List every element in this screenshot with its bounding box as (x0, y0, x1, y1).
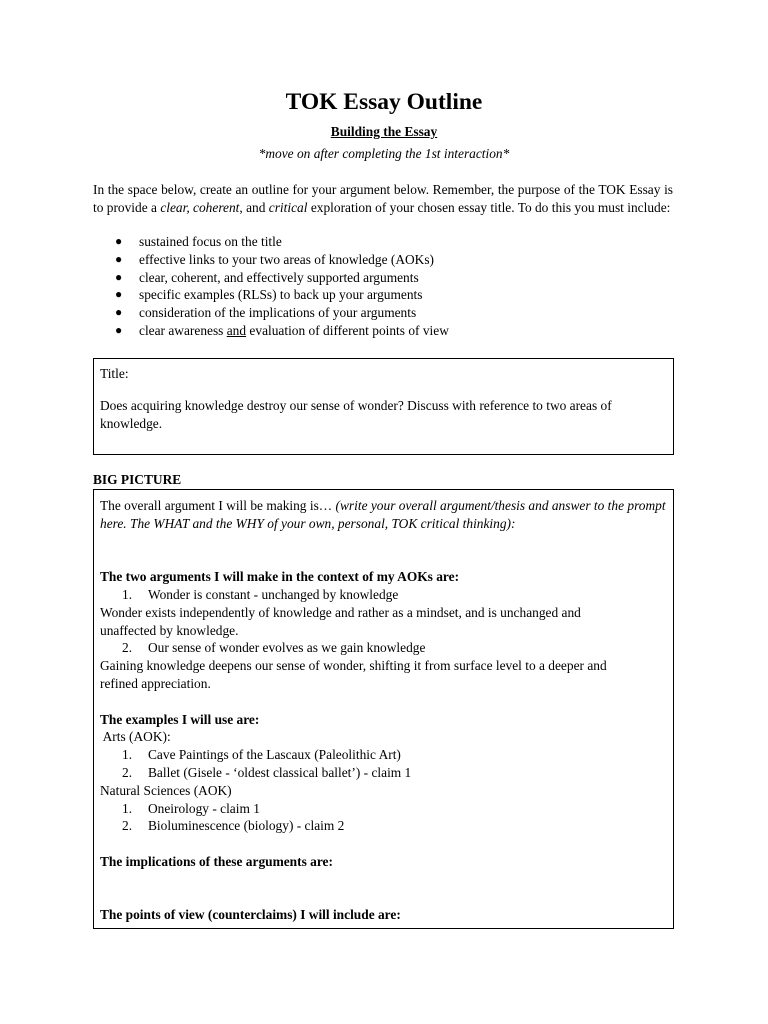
list-item-text: clear awareness (139, 322, 227, 338)
arguments-heading: The two arguments I will make in the context of my AOKs are: (100, 569, 460, 585)
example-text: Bioluminescence (biology) - claim 2 (148, 818, 345, 834)
overall-argument-lead: The overall argument I will be making is… (100, 498, 336, 513)
list-item-text: evaluation of different points of view (246, 322, 449, 338)
list-item (93, 322, 673, 340)
argument-body: refined appreciation. (100, 675, 211, 691)
bullet-icon: ● (115, 322, 123, 337)
example-item (100, 746, 668, 764)
example-item (100, 764, 668, 782)
argument-body: Gaining knowledge deepens our sense of wonder, shifting it from surface level to a deeper and (100, 658, 607, 674)
argument-item (100, 586, 668, 604)
examples-heading: The examples I will use are: (100, 711, 260, 727)
bullet-icon: ● (115, 234, 123, 248)
big-picture-box[interactable] (93, 489, 674, 929)
bullet-icon: ● (115, 269, 123, 284)
list-item (93, 286, 673, 304)
big-picture-content (100, 497, 668, 924)
example-item (100, 817, 668, 835)
bullet-icon: ● (115, 287, 123, 302)
aok-label: Arts (AOK): (100, 729, 171, 745)
example-number: 2. (122, 764, 133, 780)
intro-text: exploration of your chosen essay title. To do this you must include: (307, 199, 671, 215)
list-item-underlined: and (226, 322, 247, 338)
counterclaims-heading: The points of view (counterclaims) I will include are: (100, 907, 401, 923)
list-item-text: sustained focus on the title (139, 234, 282, 249)
list-item-text: specific examples (RLSs) to back up your arguments (139, 287, 423, 303)
list-item-text: clear, coherent, and effectively supported arguments (139, 269, 419, 285)
intro-text: , and (239, 199, 269, 215)
intro-emphasis: critical (268, 199, 308, 215)
list-item-text: effective links to your two areas of knowledge (AOKs) (139, 251, 435, 267)
overall-argument-prompt (100, 497, 668, 533)
argument-number: 1. (122, 586, 133, 602)
title-box[interactable] (93, 358, 674, 455)
list-item (93, 233, 673, 251)
argument-item (100, 639, 668, 657)
list-item-text: consideration of the implications of your arguments (139, 305, 417, 321)
essay-prompt: Does acquiring knowledge destroy our sense of wonder? Discuss with reference to two areas of knowledge. (100, 398, 612, 431)
argument-title: Wonder is constant - unchanged by knowledge (148, 586, 399, 602)
list-item (93, 251, 673, 269)
example-number: 1. (122, 747, 133, 763)
list-item (93, 269, 673, 287)
argument-body: Wonder exists independently of knowledge and rather as a mindset, and is unchanged and (100, 604, 581, 620)
example-item (100, 800, 668, 818)
intro-text: In the space below, create an outline for your argument below. Remember, the purpose of the TOK Essay is to provide a (93, 182, 673, 215)
instruction-note: *move on after completing the 1st interaction* (258, 146, 510, 161)
page-subtitle: Building the Essay (330, 124, 438, 139)
intro-emphasis: clear, coherent (160, 199, 240, 215)
page-title: TOK Essay Outline (285, 89, 483, 115)
example-text: Ballet (Gisele - ‘oldest classical ballet’) - claim 1 (148, 764, 412, 780)
example-number: 2. (122, 818, 133, 834)
example-number: 1. (122, 800, 133, 816)
bullet-icon: ● (115, 305, 123, 320)
example-text: Cave Paintings of the Lascaux (Paleolithic Art) (148, 747, 401, 763)
argument-body: unaffected by knowledge. (100, 622, 239, 638)
argument-title: Our sense of wonder evolves as we gain knowledge (148, 640, 426, 656)
intro-paragraph (93, 181, 673, 217)
implications-heading: The implications of these arguments are: (100, 853, 333, 869)
example-text: Oneirology - claim 1 (148, 800, 260, 816)
requirements-list (93, 233, 673, 340)
title-label: Title: (100, 366, 129, 381)
bullet-icon: ● (115, 251, 123, 266)
overall-argument-instruction: (write your overall argument/thesis and answer to the prompt here. The WHAT and the WHY of your own, personal, TOK critical thinking): (100, 498, 666, 531)
aok-label: Natural Sciences (AOK) (100, 782, 232, 798)
list-item (93, 304, 673, 322)
argument-number: 2. (122, 640, 133, 656)
big-picture-heading: BIG PICTURE (93, 472, 182, 487)
